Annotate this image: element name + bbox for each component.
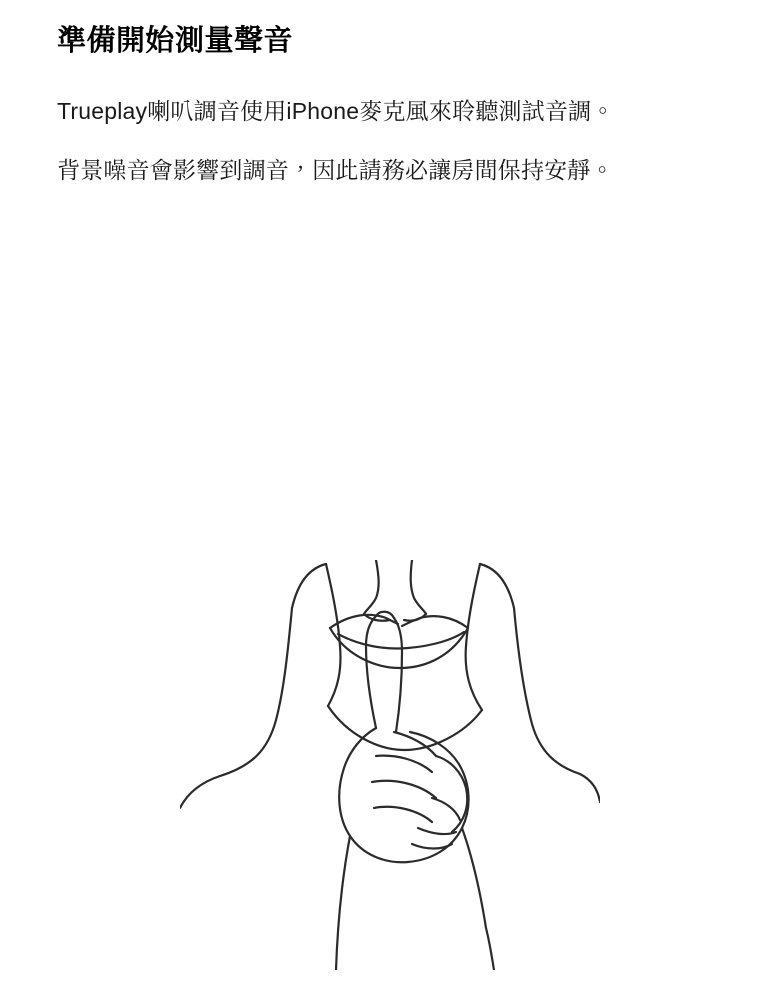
description-paragraph-1: Trueplay喇叭調音使用iPhone麥克風來聆聽測試音調。 — [57, 98, 615, 125]
page-title: 準備開始測量聲音 — [57, 25, 294, 57]
shush-quiet-gesture-illustration — [180, 560, 600, 970]
content-area — [57, 22, 713, 212]
description-paragraph-2: 背景噪音會影響到調音，因此請務必讓房間保持安靜。 — [57, 156, 614, 183]
shush-icon — [180, 560, 600, 970]
